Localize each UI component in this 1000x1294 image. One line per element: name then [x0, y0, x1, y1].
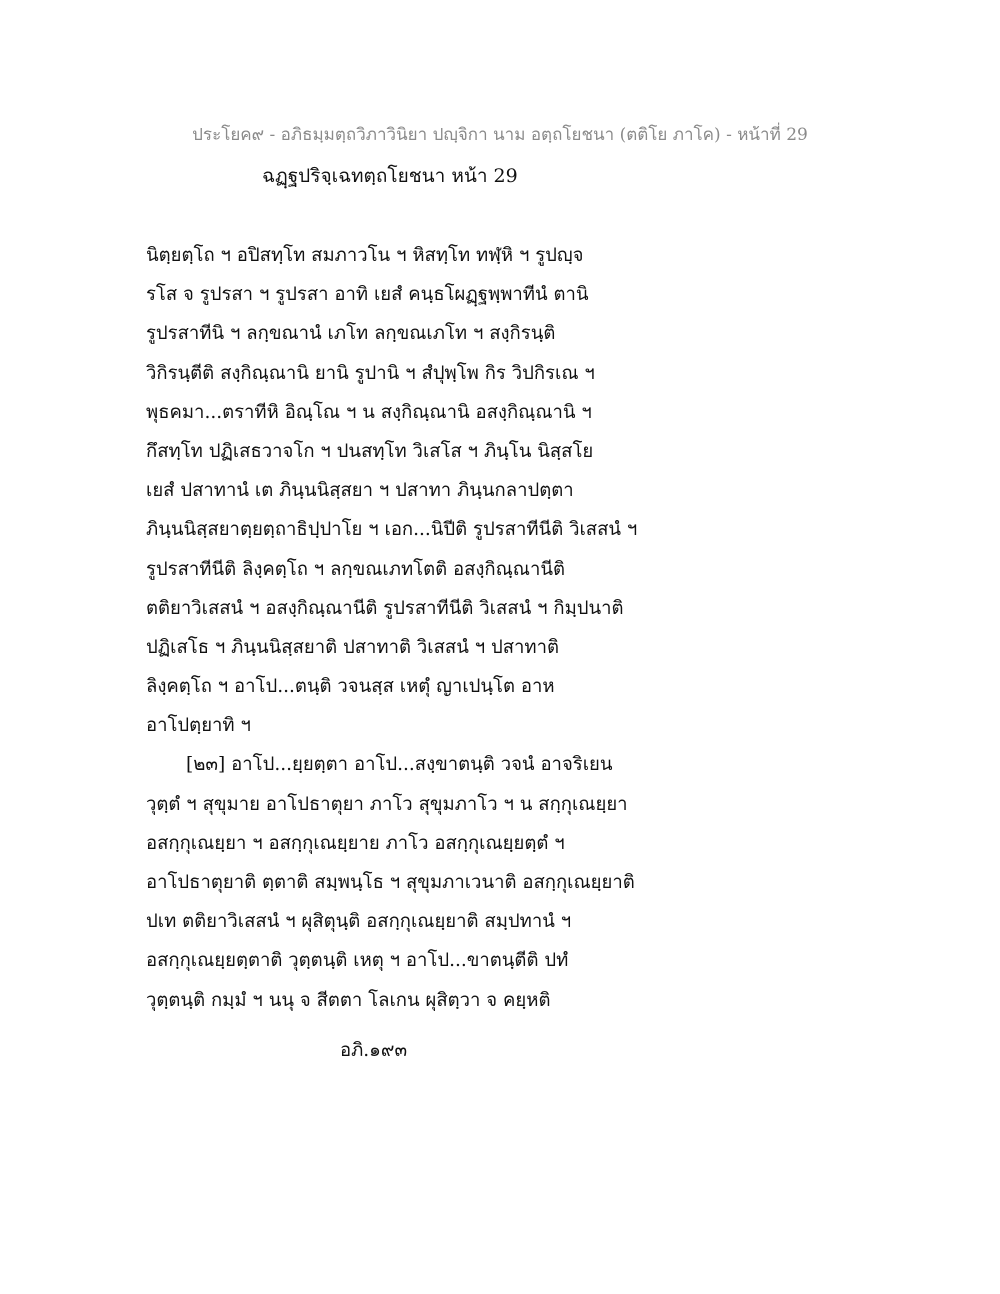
- text-line: ปเท ตติยาวิเสสนํ ฯ ผุสิตุนฺติ อสกฺกุเณยฺยาติ สมฺปทานํ ฯ: [146, 911, 572, 933]
- text-line: ตติยาวิเสสนํ ฯ อสงฺกิณฺณานีติ รูปรสาทีนีติ วิเสสนํ ฯ กิมฺปนาติ: [146, 597, 624, 619]
- text-line: วุตฺตนฺติ กมฺมํ ฯ นนุ จ สีตตา โลเกน ผุสิตฺวา จ คยฺหติ: [146, 989, 551, 1011]
- text-line: รูปรสาทีนิ ฯ ลกฺขณานํ เภโท ลกฺขณเภโท ฯ สงฺกิรนฺติ: [146, 323, 556, 345]
- running-header-text: ประโยค๙ - อภิธมฺมตฺถวิภาวินิยา ปญฺจิกา นาม อตฺถโยชนา (ตติโย ภาโค) - หน้าที่ 29: [192, 125, 808, 145]
- text-line: วิกิรนฺตีติ สงฺกิณฺณานิ ยานิ รูปานิ ฯ สํปุพฺโพ กิร วิปกิรเณ ฯ: [146, 362, 595, 384]
- text-line: กึสทฺโท ปฏิเสธวาจโก ฯ ปนสทฺโท วิเสโส ฯ ภินฺโน นิสฺสโย: [146, 440, 594, 462]
- text-line: พุธคมา...ตราทีหิ อิณฺโณ ฯ น สงฺกิณฺณานิ อสงฺกิณฺณานิ ฯ: [146, 401, 592, 423]
- section-title: ฉฏฺฐปริจฺเฉทตฺถโยชนา หน้า 29: [262, 165, 518, 187]
- text-line: รโส จ รูปรสา ฯ รูปรสา อาทิ เยสํ คนฺธโผฏฺฐพฺพาทีนํ ตานิ: [146, 284, 589, 306]
- body-text: [146, 236, 706, 1020]
- text-line: วุตฺตํ ฯ สุขุมาย อาโปธาตุยา ภาโว สุขุมภาโว ฯ น สกฺกุเณยฺยา: [146, 793, 628, 815]
- text-line: อสกฺกุเณยฺยา ฯ อสกฺกุเณยฺยาย ภาโว อสกฺกุเณยฺยตฺตํ ฯ: [146, 832, 565, 854]
- text-line: ปฏิเสโธ ฯ ภินฺนนิสฺสยาติ ปสาทาติ วิเสสนํ ฯ ปสาทาติ: [146, 636, 560, 658]
- text-line: อสกฺกุเณยฺยตฺตาติ วุตฺตนฺติ เหตุ ฯ อาโป...ขาตนฺตีติ ปทํ: [146, 950, 569, 972]
- running-header: [0, 121, 1000, 148]
- page-reference: อภิ.๑๙๓: [340, 1040, 408, 1061]
- text-line: อาโปตฺยาทิ ฯ: [146, 715, 251, 737]
- text-line: นิตฺยตฺโถ ฯ อปิสทฺโท สมภาวโน ฯ หิสทฺโท ทฬฺหิ ฯ รูปญฺจ: [146, 245, 584, 266]
- text-line: ภินฺนนิสฺสยาตฺยตฺถาธิปฺปาโย ฯ เอก...นิปีติ รูปรสาทีนีติ วิเสสนํ ฯ: [146, 519, 638, 541]
- text-line: อาโปธาตุยาติ ตฺตาติ สมฺพนฺโธ ฯ สุขุมภาเวนาติ อสกฺกุเณยฺยาติ: [146, 872, 635, 893]
- paragraph-start-line: [๒๓] อาโป...ยฺยตฺตา อาโป...สงฺขาตนฺติ วจนํ อาจริเยน: [186, 754, 613, 776]
- text-line: เยสํ ปสาทานํ เต ภินฺนนิสฺสยา ฯ ปสาทา ภินฺนกลาปตฺตา: [146, 480, 574, 502]
- text-line: รูปรสาทีนีติ ลิงฺคตฺโถ ฯ ลกฺขณเภทโตติ อสงฺกิณฺณานีติ: [146, 558, 565, 580]
- text-line: ลิงฺคตฺโถ ฯ อาโป...ตนฺติ วจนสฺส เหตุํ ญาเปนฺโต อาห: [146, 676, 555, 698]
